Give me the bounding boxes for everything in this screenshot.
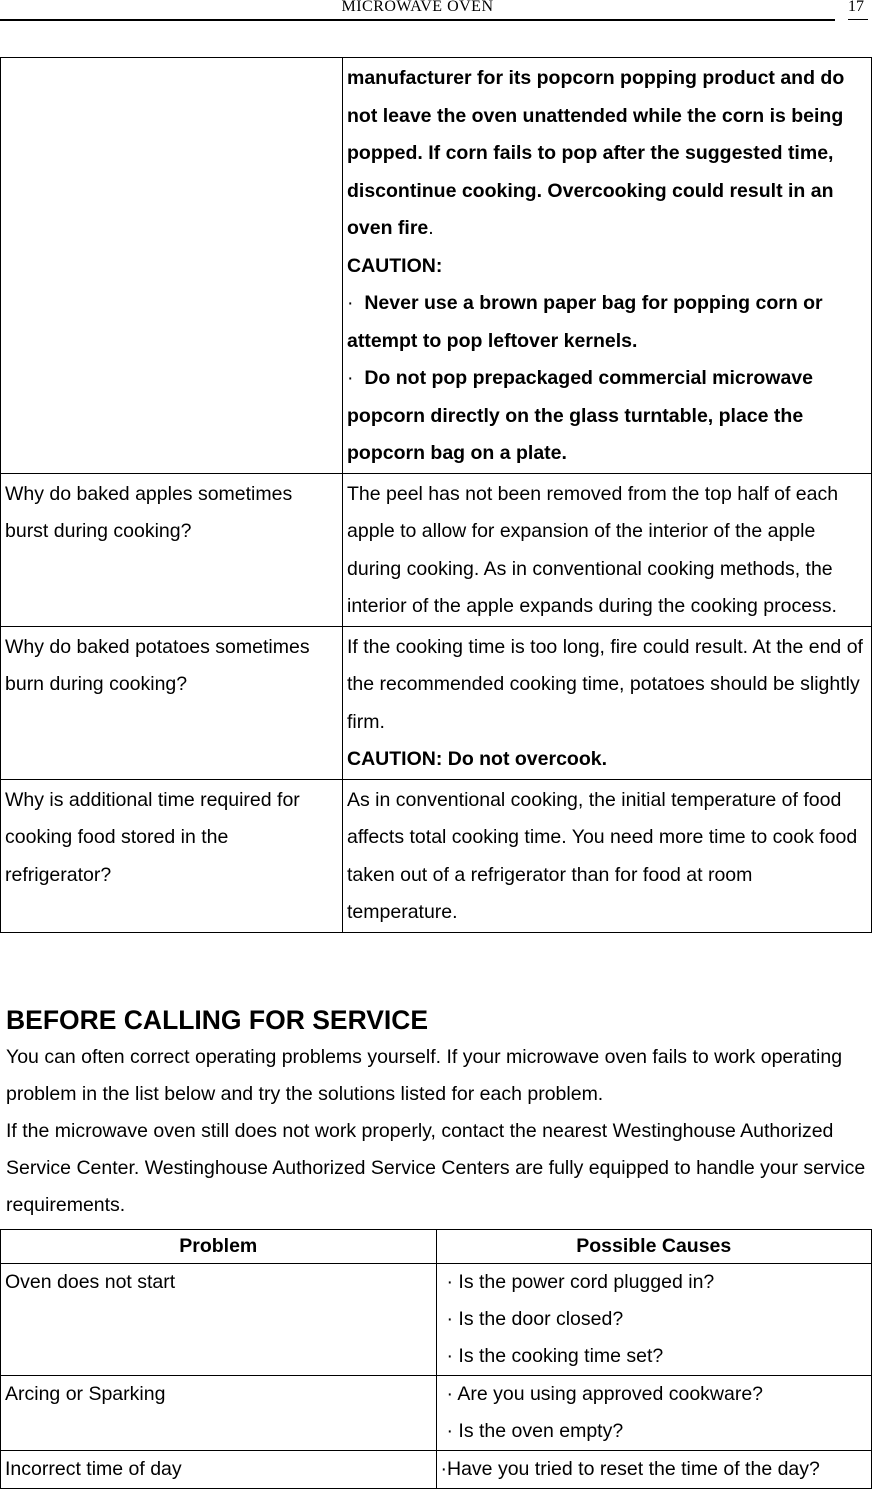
faq-question: Why is additional time required for cooking food stored in the refrigerator? xyxy=(1,779,343,932)
cause-text: Is the cooking time set? xyxy=(458,1345,664,1367)
faq-row xyxy=(1,626,872,779)
problem-cell: Incorrect time of day xyxy=(1,1451,437,1489)
cause-text: Is the power cord plugged in? xyxy=(458,1271,715,1293)
caution-text: CAUTION: Do not overcook. xyxy=(347,748,608,770)
intro-paragraph: If the microwave oven still does not work properly, contact the nearest Westinghouse Authorized Service Center. Westinghouse Authorized Service Centers are fully equipped to handle your service requirements. xyxy=(6,1120,866,1216)
cause-item: · Is the cooking time set? xyxy=(446,1345,664,1367)
column-header-causes: Possible Causes xyxy=(436,1230,872,1264)
faq-question: Why do baked apples sometimes burst during cooking? xyxy=(1,473,343,626)
faq-question: Why do baked potatoes sometimes burn during cooking? xyxy=(1,626,343,779)
section-intro xyxy=(6,1039,868,1224)
cause-text: Is the oven empty? xyxy=(458,1420,624,1442)
cause-text: Is the door closed? xyxy=(458,1308,624,1330)
table-row xyxy=(1,1264,872,1376)
intro-paragraph: You can often correct operating problems yourself. If your microwave oven fails to work operating problem in the list below and try the solutions listed for each problem. xyxy=(6,1046,843,1105)
faq-answer xyxy=(343,58,872,474)
service-table xyxy=(0,1229,872,1489)
page-header xyxy=(0,0,872,22)
table-row xyxy=(1,1376,872,1451)
faq-row xyxy=(1,779,872,932)
faq-answer: As in conventional cooking, the initial temperature of food affects total cooking time. You need more time to cook food taken out of a refrigerator than for food at room temperature. xyxy=(343,779,872,932)
period: . xyxy=(428,217,434,239)
header-rule xyxy=(0,19,835,21)
causes-cell xyxy=(436,1451,872,1489)
section-title: BEFORE CALLING FOR SERVICE xyxy=(6,1005,429,1035)
cause-text: Are you using approved cookware? xyxy=(457,1383,764,1405)
popcorn-warning: manufacturer for its popcorn popping product and do not leave the oven unattended while the corn is being popped. If corn fails to pop after the suggested time, discontinue cooking. Overcooking could result in an oven fire xyxy=(347,67,845,239)
cause-item: · Is the oven empty? xyxy=(446,1420,624,1442)
caution-label: CAUTION: xyxy=(347,254,443,277)
table-row xyxy=(1,1451,872,1489)
faq-row xyxy=(1,58,872,474)
causes-cell xyxy=(436,1376,872,1451)
bullet-item: · Do not pop prepackaged commercial microwave popcorn directly on the glass turntable, place the popcorn bag on a plate. xyxy=(347,367,813,464)
bullet-text: Do not pop prepackaged commercial microwave popcorn directly on the glass turntable, place the popcorn bag on a plate. xyxy=(347,367,813,464)
cause-item: · Are you using approved cookware? xyxy=(446,1383,764,1405)
problem-cell: Oven does not start xyxy=(1,1264,437,1376)
cause-item: · Is the door closed? xyxy=(446,1308,624,1330)
problem-cell: Arcing or Sparking xyxy=(1,1376,437,1451)
bullet-item: · Never use a brown paper bag for popping corn or attempt to pop leftover kernels. xyxy=(347,292,823,352)
page-number: 17 xyxy=(848,0,864,15)
cause-item: · Is the power cord plugged in? xyxy=(446,1271,715,1293)
faq-table xyxy=(0,57,872,933)
causes-cell xyxy=(436,1264,872,1376)
faq-question xyxy=(1,58,343,474)
header-title: MICROWAVE OVEN xyxy=(341,0,494,15)
bullet-text: Never use a brown paper bag for popping corn or attempt to pop leftover kernels. xyxy=(347,292,823,352)
faq-row xyxy=(1,473,872,626)
answer-text: If the cooking time is too long, fire could result. At the end of the recommended cooking time, potatoes should be slightly firm. xyxy=(347,635,863,733)
faq-answer xyxy=(343,626,872,779)
page-number-rule xyxy=(848,19,868,20)
cause-text: Have you tried to reset the time of the day? xyxy=(447,1458,820,1480)
column-header-problem: Problem xyxy=(1,1230,437,1264)
table-header-row xyxy=(1,1230,872,1264)
faq-answer: The peel has not been removed from the top half of each apple to allow for expansion of the interior of the apple during cooking. As in conventional cooking methods, the interior of the apple expands during the cooking process. xyxy=(343,473,872,626)
cause-item: ·Have you tried to reset the time of the day? xyxy=(440,1458,820,1480)
